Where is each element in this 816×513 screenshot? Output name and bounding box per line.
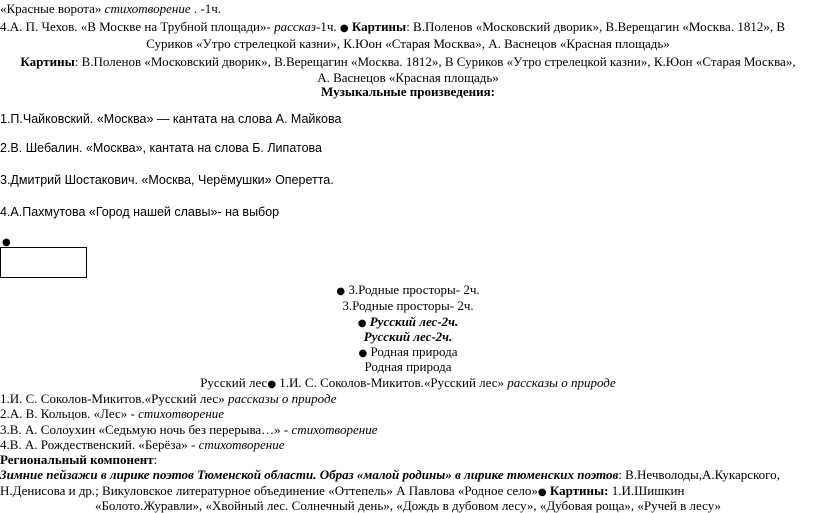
genre-label: стихотворение	[104, 1, 191, 16]
paintings-label: Картины	[20, 54, 75, 69]
reading-item-2	[0, 406, 224, 421]
text: Русский лес-2ч.	[369, 314, 459, 329]
music-item-3: 3.Дмитрий Шостакович. «Москва, Черёмушки» Оперетта.	[0, 173, 334, 187]
music-item-2: 2.В. Шебалин. «Москва», кантата на слова Б. Липатова	[0, 141, 322, 155]
text: 4.А. П. Чехов. «В Москве на Трубной площади»-	[0, 19, 275, 34]
bullet-icon: ●	[267, 379, 277, 390]
bullet-icon: ●	[357, 318, 367, 329]
empty-box	[0, 247, 87, 278]
text: 1.И. С. Соколов-Микитов.«Русский лес»	[0, 391, 228, 406]
genre-label: стихотворение	[198, 437, 285, 452]
section-title-4: Русский лес-2ч.	[363, 329, 453, 344]
music-heading: Музыкальные произведения:	[321, 84, 495, 99]
regional-heading	[0, 452, 157, 467]
section-title-7	[0, 375, 816, 392]
text: 3.В. А. Солоухин «Седьмую ночь без перерыва…» -	[0, 422, 292, 437]
hours: -1ч.	[315, 19, 340, 34]
section-title-2: 3.Родные просторы- 2ч.	[342, 298, 474, 313]
text: 3.Родные просторы- 2ч.	[348, 282, 480, 297]
genre-label: рассказ	[274, 19, 316, 34]
paintings-label: Картины	[351, 19, 407, 34]
music-item-4: 4.А.Пахмутова «Город нашей славы»- на выбор	[0, 205, 280, 219]
genre-label: рассказы о природе	[227, 391, 337, 406]
bullet-icon: ●	[2, 237, 11, 248]
regional-paintings: «Болото.Журавли», «Хвойный лес. Солнечный день», «Дождь в дубовом лесу», «Дубовая роща», «Ручей в лесу»	[94, 498, 722, 513]
genre-label: стихотворение	[138, 406, 225, 421]
music-item-1: 1.П.Чайковский. «Москва» — кантата на слова А. Майкова	[0, 112, 342, 126]
reading-item-3	[0, 422, 378, 437]
hours: . -1ч.	[190, 1, 222, 16]
text: :	[153, 452, 158, 467]
line-red-gates	[0, 1, 221, 16]
text: 1.И. С. Соколов-Микитов.«Русский лес»	[276, 375, 508, 390]
line-chekhov	[0, 19, 785, 36]
genre-label: стихотворение	[291, 422, 378, 437]
paintings-list: : В.Поленов «Московский дворик», В.Верещагин «Москва. 1812», В Суриков «Утро стрелецкой казни», К.Юон «Старая Москва»,	[74, 54, 796, 69]
text: 4.В. А. Рождественский. «Берёза» -	[0, 437, 199, 452]
bullet-icon: ●	[336, 286, 346, 297]
paintings-label: Картины:	[546, 483, 612, 498]
reading-item-4	[0, 437, 285, 452]
text: : В.Нечволоды,А.Кукарского,	[618, 467, 780, 482]
genre-label: рассказы о природе	[507, 375, 616, 390]
text: Родная природа	[370, 344, 458, 359]
reading-item-1	[0, 391, 336, 406]
regional-topic	[0, 467, 780, 482]
text: Региональный компонент	[0, 452, 154, 467]
text: 2.А. В. Кольцов. «Лес» -	[0, 406, 139, 421]
section-title-1	[0, 282, 816, 299]
line-paintings-end: А. Васнецов «Красная площадь»	[317, 70, 499, 85]
bullet-icon: ●	[339, 23, 349, 34]
line-paintings-continued: Суриков «Утро стрелецкой казни», К.Юон «Старая Москва», А. Васнецов «Красная площадь»	[146, 36, 670, 51]
paintings-list: : В.Поленов «Московский дворик», В.Верещагин «Москва. 1812», В	[406, 19, 785, 34]
text: 1.И.Шишкин	[611, 483, 685, 498]
text: Н.Денисова и др.; Викуловское литературное объединение «Оттепель» А Павлова «Родное село»	[0, 483, 538, 498]
section-title-6: Родная природа	[364, 359, 452, 374]
text: «Красные ворота»	[0, 1, 105, 16]
bullet-icon: ●	[358, 348, 368, 359]
text: Зимние пейзажи в лирике поэтов Тюменской области. Образ «малой родины» в лирике тюменских поэтов	[0, 467, 619, 482]
text: Русский лес	[200, 375, 268, 390]
line-paintings-repeat	[0, 54, 816, 69]
bullet-icon: ●	[537, 487, 547, 498]
